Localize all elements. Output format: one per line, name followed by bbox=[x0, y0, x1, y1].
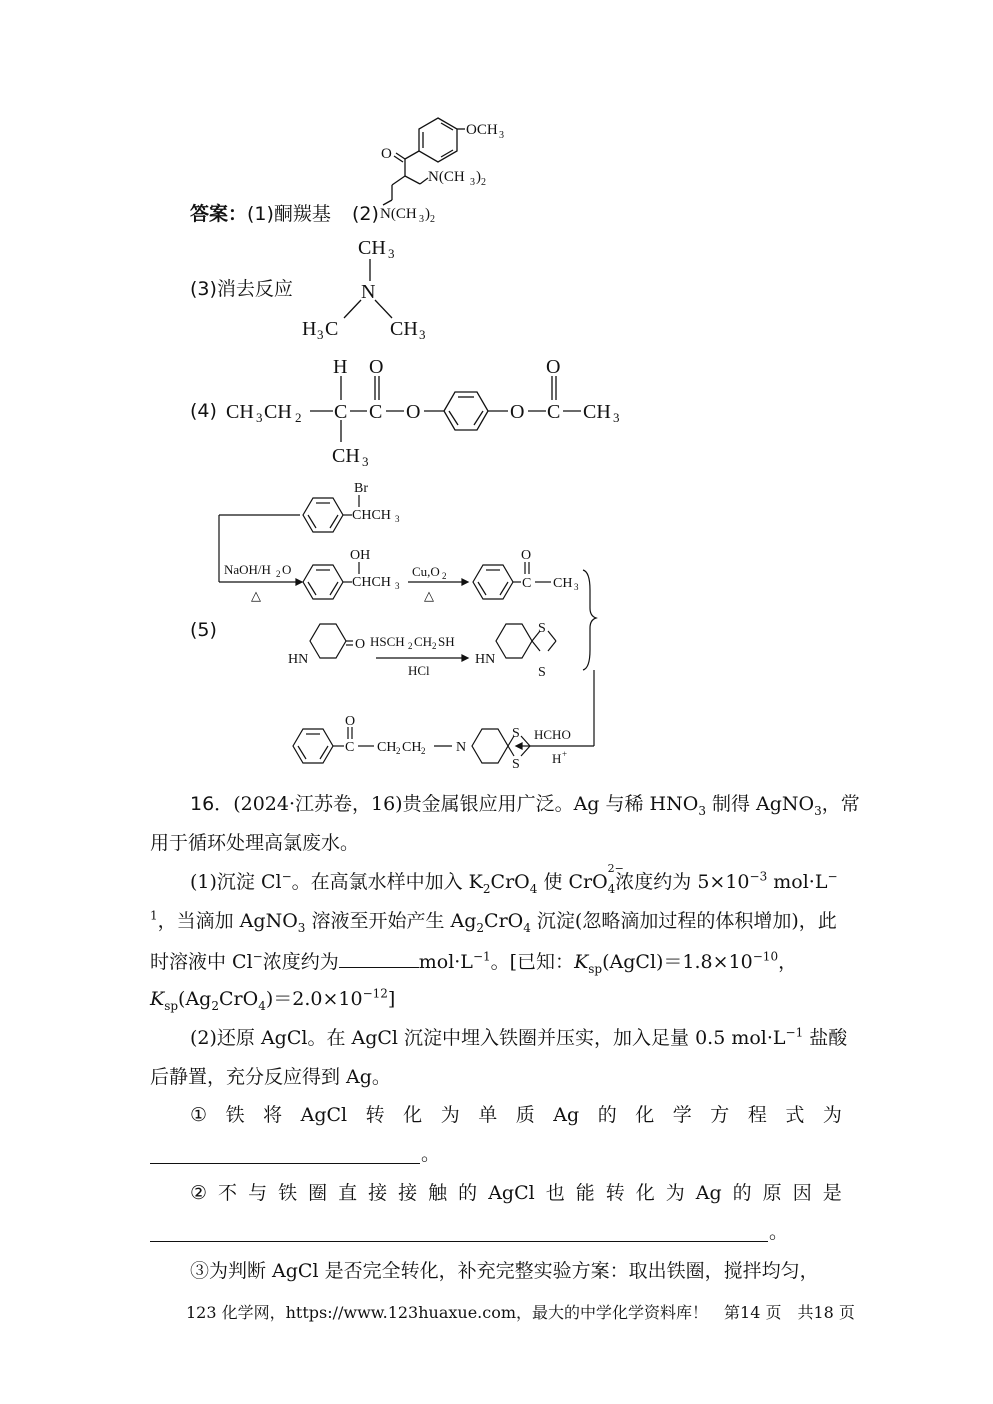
s2-word: 化 bbox=[635, 1182, 655, 1204]
hn-label-1: HN bbox=[288, 652, 309, 667]
s1-word: 质 bbox=[515, 1104, 535, 1126]
s2-word: 也 bbox=[545, 1182, 565, 1204]
svg-text:2: 2 bbox=[408, 641, 413, 651]
reagent-heat-1: △ bbox=[251, 588, 261, 603]
s2-word: 铁 bbox=[278, 1182, 298, 1204]
reagent-hcl: HCl bbox=[408, 663, 430, 678]
s1-word: ① bbox=[190, 1104, 208, 1126]
sulfur-4: S bbox=[512, 757, 520, 772]
acetyl-ch3: CH bbox=[583, 401, 611, 423]
answer-blank-3[interactable] bbox=[150, 1241, 768, 1242]
s1-word: 转 bbox=[365, 1104, 385, 1126]
q16-part1-line1: (1)沉淀 Cl−。在高氯水样中加入 $K_2CrO_4$ 使 CrO $_{2- 4}$浓度约为 $5\times 10^{-3}$ mol·L− bbox=[190, 861, 838, 896]
s1-word: 化 bbox=[635, 1104, 655, 1126]
svg-text:3: 3 bbox=[395, 514, 400, 524]
ch3-top: CH bbox=[358, 237, 386, 259]
ketone-o: O bbox=[521, 548, 532, 563]
reagent-h-plus: H bbox=[552, 751, 562, 766]
q16-sub1-line bbox=[190, 1106, 842, 1125]
hn-label-2: HN bbox=[475, 652, 496, 667]
answer-part-2: (2) bbox=[352, 203, 379, 225]
s1-word: 为 bbox=[440, 1104, 460, 1126]
answer-part-1: (1)酮羰基 bbox=[247, 203, 331, 225]
br-label: Br bbox=[354, 481, 368, 496]
och3-label: OCH bbox=[466, 122, 498, 138]
s2-word: 直 bbox=[338, 1182, 358, 1204]
svg-text:3: 3 bbox=[470, 177, 475, 188]
oh-label: OH bbox=[350, 548, 371, 563]
reagent-hsch2ch2sh: HSCH bbox=[370, 634, 405, 649]
s2-word: 与 bbox=[248, 1182, 268, 1204]
s2-word: 圈 bbox=[308, 1182, 328, 1204]
s1-word: 程 bbox=[747, 1104, 767, 1126]
s2-word: 不 bbox=[218, 1182, 238, 1204]
s2-word: 能 bbox=[575, 1182, 595, 1204]
reagent-naoh: NaOH/H bbox=[224, 562, 271, 577]
s2-word: ② bbox=[190, 1182, 208, 1204]
s2-word: 因 bbox=[792, 1182, 812, 1204]
s1-word: 的 bbox=[597, 1104, 617, 1126]
answer-blank-1[interactable] bbox=[339, 951, 419, 968]
s1-word: 式 bbox=[785, 1104, 805, 1126]
svg-text:C: C bbox=[325, 318, 339, 340]
svg-text:3: 3 bbox=[499, 130, 504, 141]
svg-text:CH: CH bbox=[402, 740, 422, 755]
h3c-left: H bbox=[302, 318, 317, 340]
svg-text:3: 3 bbox=[613, 410, 620, 425]
svg-text:3: 3 bbox=[388, 246, 395, 261]
answer-blank-2[interactable] bbox=[150, 1163, 420, 1164]
h-atom: H bbox=[333, 356, 348, 378]
s1-word: 方 bbox=[710, 1104, 730, 1126]
svg-text:3: 3 bbox=[256, 410, 263, 425]
svg-text:): ) bbox=[476, 169, 481, 185]
sub2-end: 。 bbox=[769, 1221, 789, 1243]
o-atom-1: O bbox=[369, 356, 384, 378]
svg-text:CH: CH bbox=[264, 401, 292, 423]
svg-text:2: 2 bbox=[276, 569, 281, 579]
svg-text:+: + bbox=[562, 749, 568, 759]
sulfur-1: S bbox=[538, 621, 546, 636]
s2-word: 是 bbox=[822, 1182, 842, 1204]
q16-part1-line4: $K_{sp}(Ag_2CrO_4)=2.0\times 10^{-12}$] bbox=[150, 986, 396, 1013]
s1-word: 单 bbox=[478, 1104, 498, 1126]
svg-text:SH: SH bbox=[438, 634, 455, 649]
svg-text:3: 3 bbox=[395, 581, 400, 591]
q16-part2-line2: 后静置，充分反应得到 Ag。 bbox=[150, 1066, 391, 1088]
svg-text:3: 3 bbox=[362, 454, 369, 469]
svg-text:2: 2 bbox=[421, 746, 426, 756]
s2-word: 转 bbox=[605, 1182, 625, 1204]
s2-word: 接 bbox=[398, 1182, 418, 1204]
n-atom: N bbox=[361, 281, 376, 303]
s2-word: 接 bbox=[368, 1182, 388, 1204]
sulfur-2: S bbox=[538, 665, 546, 680]
ndime-label-2: N(CH bbox=[380, 206, 417, 222]
s2-word: Ag bbox=[695, 1182, 722, 1204]
s1-word: 铁 bbox=[225, 1104, 245, 1126]
svg-text:2: 2 bbox=[430, 214, 435, 225]
svg-text:C: C bbox=[547, 401, 561, 423]
chain-ch2ch2: CH bbox=[377, 740, 397, 755]
answer-prefix: 答案： bbox=[190, 203, 248, 225]
q16-part1-line2: $^1$，当滴加 AgNO$_3$ 溶液至开始产生 $Ag_2CrO_4$ 沉淀(忽略滴加过程的体积增加)，此 bbox=[150, 908, 837, 935]
svg-text:C: C bbox=[369, 401, 383, 423]
chch3-label-1: CHCH bbox=[352, 508, 391, 523]
svg-text:3: 3 bbox=[419, 214, 424, 225]
svg-text:2: 2 bbox=[442, 571, 447, 581]
q16-intro-line2: 用于循环处理高氯废水。 bbox=[150, 832, 360, 854]
reagent-hcho: HCHO bbox=[534, 727, 571, 742]
s1-word: AgCl bbox=[300, 1104, 348, 1126]
sub1-end: 。 bbox=[421, 1143, 441, 1165]
ch3-right: CH bbox=[390, 318, 418, 340]
svg-text:O: O bbox=[406, 401, 421, 423]
svg-text:): ) bbox=[425, 206, 430, 222]
s2-word: 触 bbox=[428, 1182, 448, 1204]
svg-text:3: 3 bbox=[317, 327, 324, 342]
s2-word: 原 bbox=[762, 1182, 782, 1204]
svg-text:C: C bbox=[522, 576, 532, 591]
q16-intro-line1: 16．(2024·江苏卷，16)贵金属银应用广泛。Ag 与稀 $HNO_3$ 制得 AgNO$_3$，常 bbox=[190, 793, 860, 818]
reagent-heat-2: △ bbox=[424, 588, 434, 603]
answer-part-4: (4) bbox=[190, 400, 217, 422]
ethyl-group: CH bbox=[226, 401, 254, 423]
s1-word: 学 bbox=[672, 1104, 692, 1126]
s1-word: 将 bbox=[263, 1104, 283, 1126]
svg-text:CH: CH bbox=[414, 634, 433, 649]
s1-word: Ag bbox=[553, 1104, 580, 1126]
s1-word: 化 bbox=[403, 1104, 423, 1126]
final-n: N bbox=[456, 740, 467, 755]
svg-text:3: 3 bbox=[574, 582, 579, 592]
ch3-down: CH bbox=[332, 445, 360, 467]
q16-part2-line1: (2)还原 AgCl。在 AgCl 沉淀中埋入铁圈并压实，加入足量 0.5 $mol\cdot L^{-1}$ 盐酸 bbox=[190, 1025, 848, 1049]
s2-word: 的 bbox=[458, 1182, 478, 1204]
svg-text:C: C bbox=[345, 740, 355, 755]
o-atom-2: O bbox=[546, 356, 561, 378]
s1-word: 为 bbox=[822, 1104, 842, 1126]
s2-word: 为 bbox=[665, 1182, 685, 1204]
page-footer: 123 化学网，https://www.123huaxue.com，最大的中学化学资料库！ 第14 页 共18 页 bbox=[186, 1303, 855, 1322]
piperidone-o: O bbox=[355, 637, 366, 652]
s2-word: AgCl bbox=[488, 1182, 535, 1204]
q16-number: 16． bbox=[190, 793, 234, 815]
sulfur-3: S bbox=[512, 726, 520, 741]
final-o: O bbox=[345, 714, 356, 729]
svg-text:2: 2 bbox=[396, 746, 401, 756]
chch3-label-2: CHCH bbox=[352, 575, 391, 590]
svg-text:2: 2 bbox=[432, 641, 437, 651]
svg-text:O: O bbox=[282, 562, 292, 577]
q16-part1-line3: 时溶液中 Cl−浓度约为 $mol\cdot L^{-1}$。[已知：$K_{sp}(AgCl)=1.8\times 10^{-10}$， bbox=[150, 949, 798, 976]
ndime-label-1: N(CH bbox=[428, 169, 465, 185]
svg-text:O: O bbox=[510, 401, 525, 423]
svg-text:3: 3 bbox=[419, 327, 426, 342]
reagent-cuo2: Cu,O bbox=[412, 564, 440, 579]
s2-word: 的 bbox=[732, 1182, 752, 1204]
carbonyl-o-label: O bbox=[381, 146, 392, 162]
q16-sub2-line bbox=[190, 1184, 842, 1203]
answer-part-3: (3)消去反应 bbox=[190, 278, 293, 300]
q16-sub3-line: ③为判断 AgCl 是否完全转化，补充完整实验方案：取出铁圈，搅拌均匀， bbox=[190, 1260, 819, 1282]
svg-text:2: 2 bbox=[481, 177, 486, 188]
svg-text:C: C bbox=[334, 401, 348, 423]
ketone-ch3: CH bbox=[553, 576, 573, 591]
svg-text:2: 2 bbox=[295, 410, 302, 425]
answer-part-5: (5) bbox=[190, 619, 217, 641]
